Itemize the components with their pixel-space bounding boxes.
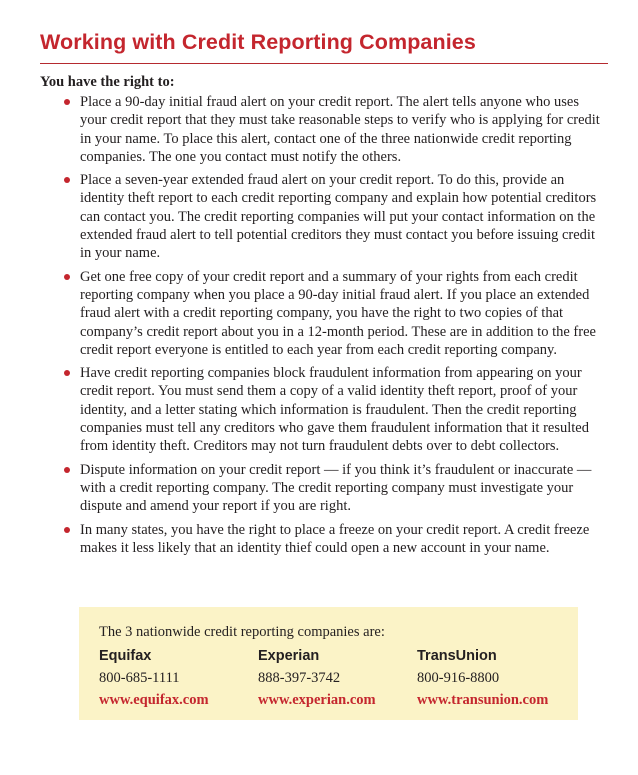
bullet-icon [64, 527, 70, 533]
list-item [40, 364, 600, 455]
list-item [40, 461, 600, 516]
company-equifax [99, 648, 209, 709]
page-title: Working with Credit Reporting Companies [40, 30, 476, 54]
company-experian [258, 648, 376, 709]
company-phone: 888-397-3742 [258, 670, 341, 686]
list-item [40, 521, 600, 558]
bullet-icon [64, 99, 70, 105]
company-name: Experian [258, 648, 320, 664]
list-item-text: In many states, you have the right to place a freeze on your credit report. A credit freeze makes it less likely that an identity thief could open a new account in your name. [80, 521, 590, 556]
list-item-text: Place a 90-day initial fraud alert on your credit report. The alert tells anyone who uses your credit report that they must take reasonable steps to verify who is applying for credit in your name. To place this alert, contact one of the three nationwide credit reporting companies. The one you contact must notify the others. [80, 94, 600, 165]
box-title: The 3 nationwide credit reporting companies are: [99, 624, 385, 640]
company-name: TransUnion [417, 648, 497, 664]
company-phone: 800-916-8800 [417, 670, 500, 686]
list-item [40, 93, 600, 166]
company-link[interactable]: www.transunion.com [417, 692, 549, 708]
list-item-text: Place a seven-year extended fraud alert on your credit report. To do this, provide an identity theft report to each credit reporting company and explain how potential creditors can contact you. The credit reporting companies will put your contact information on the extended fraud alert to tell potential creditors they must contact you before issuing credit in your name. [80, 172, 597, 262]
list-item [40, 268, 600, 359]
company-link[interactable]: www.experian.com [258, 692, 376, 708]
list-item-text: Dispute information on your credit report — if you think it’s fraudulent or inaccurate — with a credit reporting company. The credit reporting company must investigate your dispute and amend your report if you are right. [80, 461, 592, 515]
company-name: Equifax [99, 648, 152, 664]
title-rule [40, 63, 608, 64]
list-item-text: Get one free copy of your credit report and a summary of your rights from each credit reporting company when you place a 90-day initial fraud alert. If you place an extended fraud alert with a credit reporting company, you have the right to two copies of that company’s credit report about you in a 12-month period. These are in addition to the free credit report everyone is entitled to each year from each credit reporting company. [80, 268, 596, 358]
bullet-icon [64, 467, 70, 473]
credit-companies-box [79, 607, 578, 720]
bullet-icon [64, 177, 70, 183]
company-link[interactable]: www.equifax.com [99, 692, 209, 708]
bullet-icon [64, 274, 70, 280]
bullet-icon [64, 370, 70, 376]
intro-heading: You have the right to: [40, 74, 175, 90]
list-item-text: Have credit reporting companies block fraudulent information from appearing on your credit report. You must send them a copy of a valid identity theft report, proof of your identity, and a letter stating which information is fraudulent. Then the credit reporting companies must tell any creditors who gave them fraudulent information that it resulted from identity theft. Creditors may not turn fraudulent debts over to debt collectors. [80, 365, 589, 455]
list-item [40, 171, 600, 262]
company-phone: 800-685-1111 [99, 670, 180, 686]
rights-list [40, 93, 600, 562]
company-transunion [417, 648, 548, 709]
